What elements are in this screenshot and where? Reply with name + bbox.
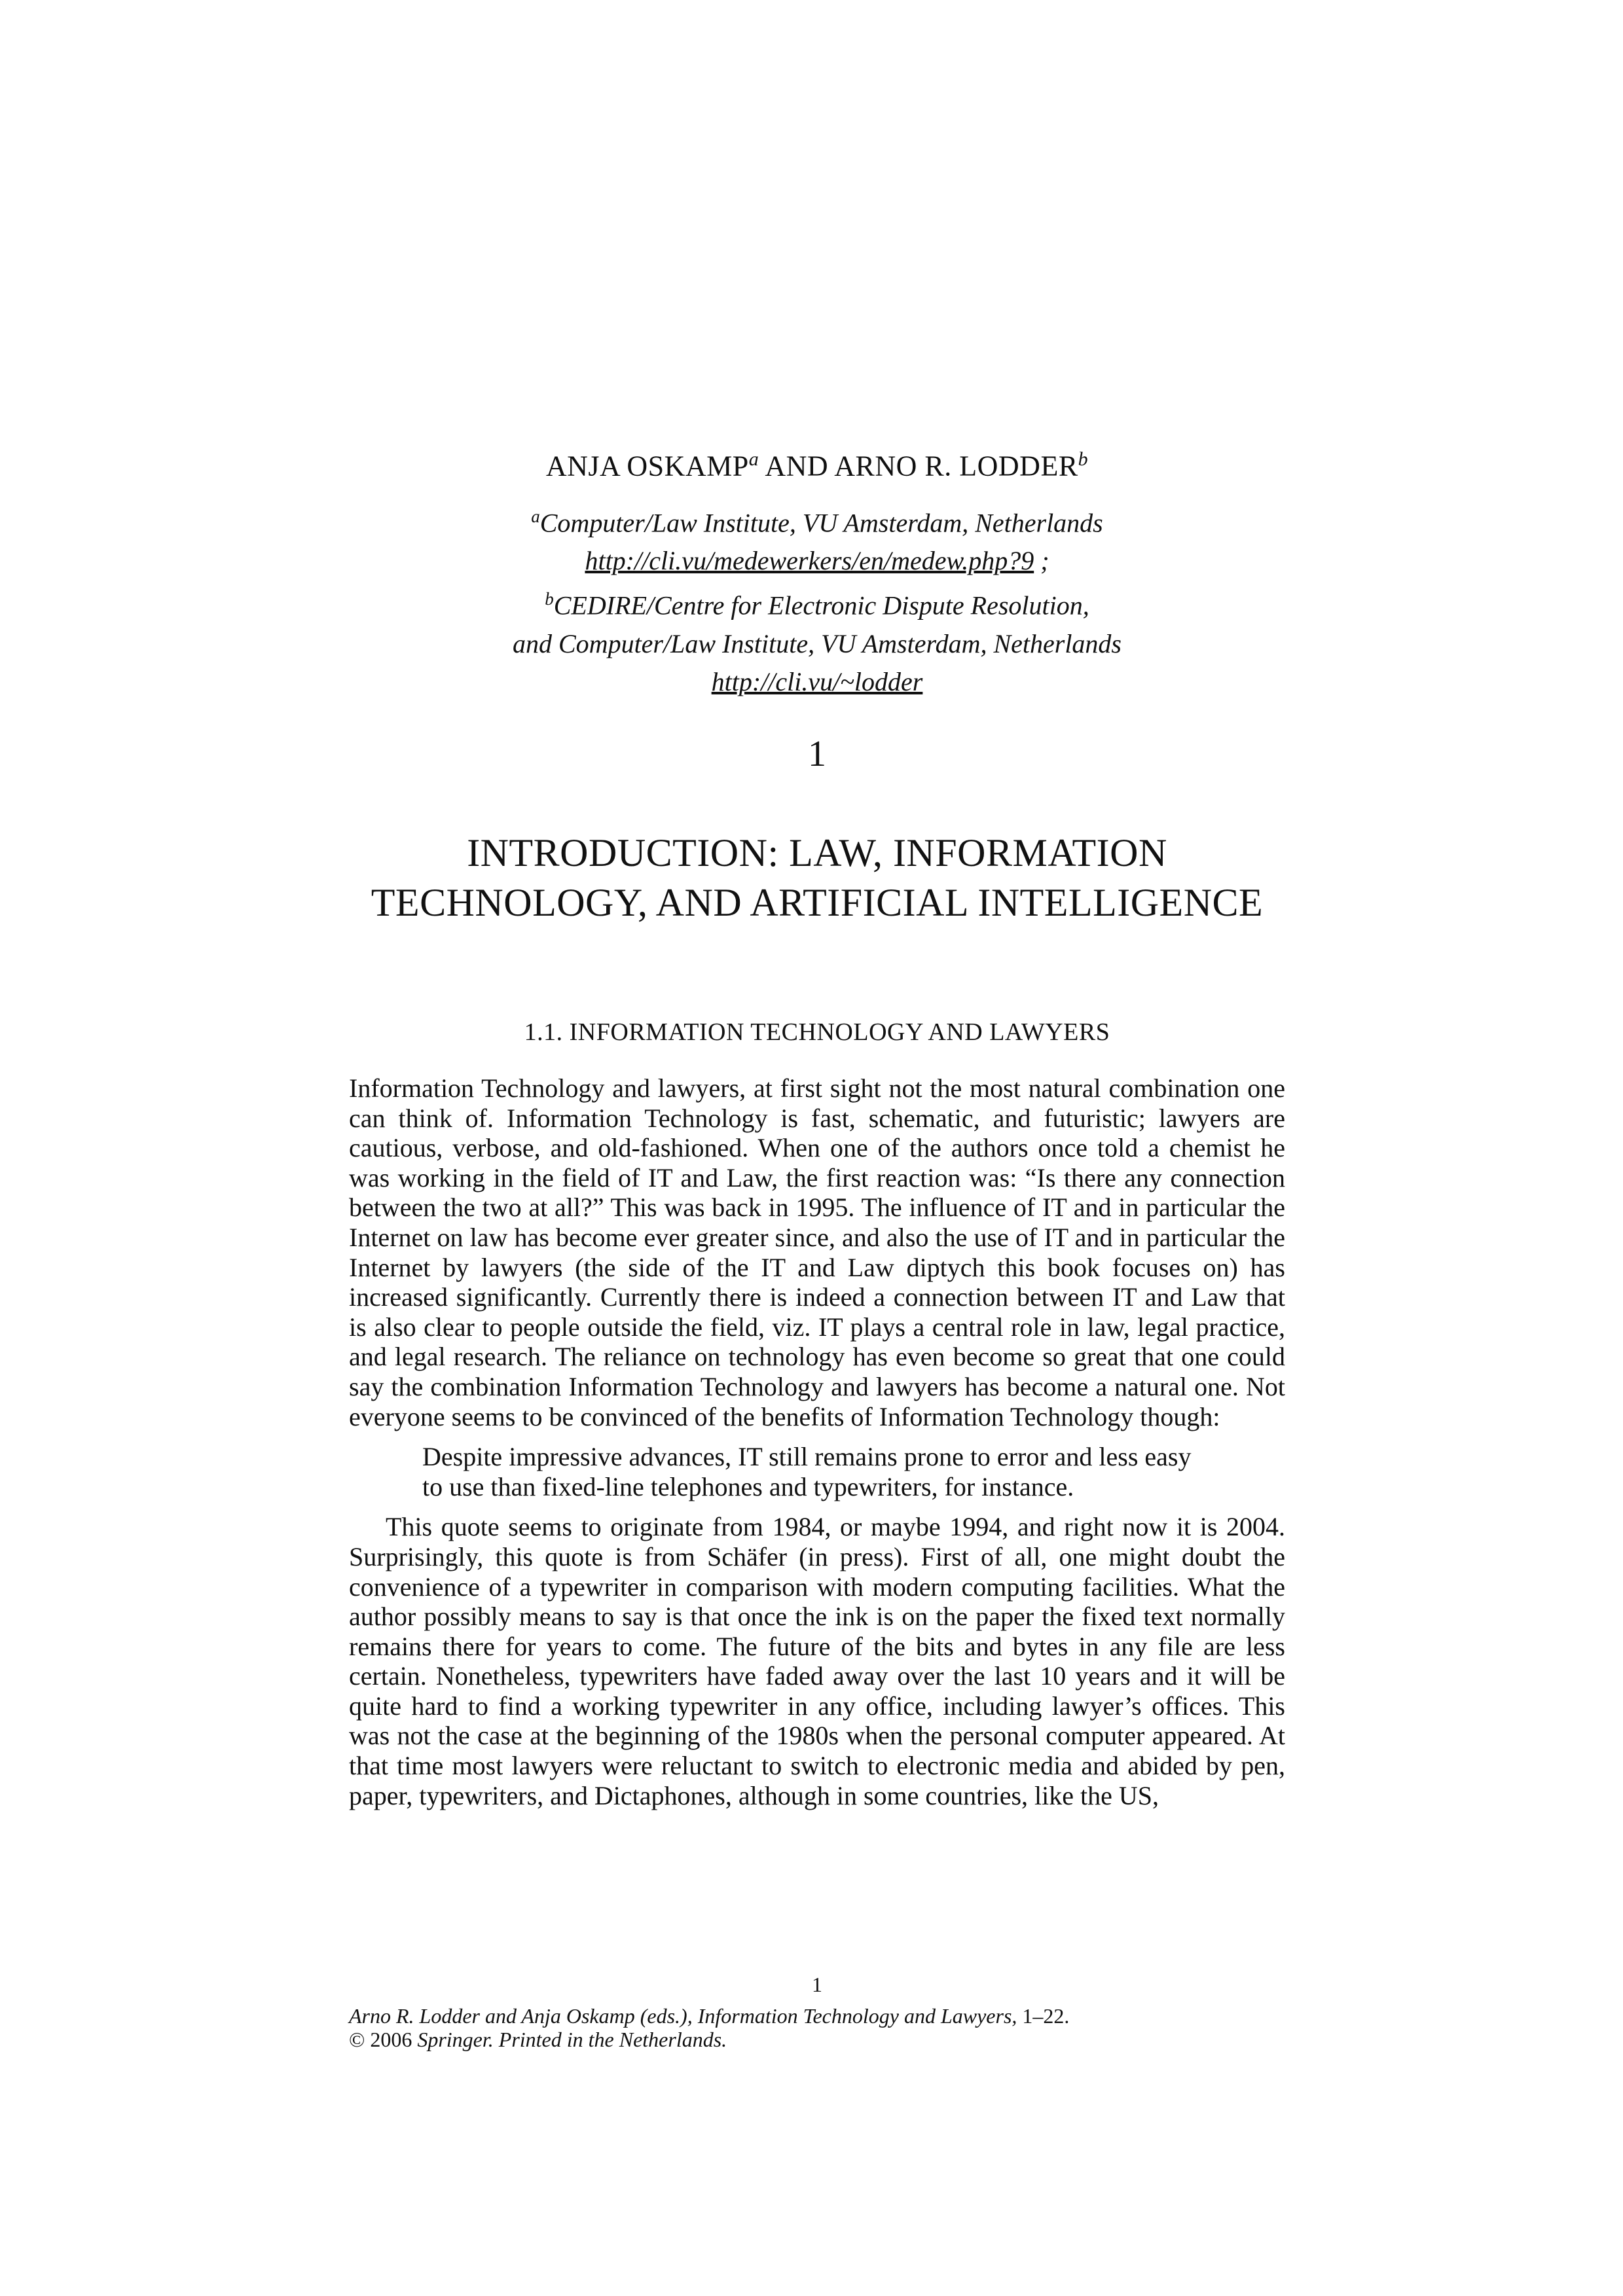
- footer-publisher: Springer. Printed in the Netherlands.: [417, 2028, 727, 2051]
- author-connector: AND: [765, 450, 829, 482]
- paragraph-2: This quote seems to originate from 1984, or maybe 1994, and right now it is 2004. Surprisingly, this quote is from Schäfer (in press). First of all, one might doubt the convenience of a typewriter in comparison with modern computing facilities. What the author possibly means to say is that once the ink is on the paper the fixed text normally remains there for years to come. The future of the bits and bytes in any file are less certain. Nonetheless, typewriters have faded away over the last 10 years and it will be quite hard to find a working typewriter in any office, including lawyer’s offices. This was not the case at the beginning of the 1980s when the personal computer appeared. At that time most lawyers were reluctant to switch to electronic media and abided by pen, paper, typewriters, and Dictaphones, although in some countries, like the US,: [349, 1512, 1285, 1810]
- chapter-number: 1: [808, 734, 826, 774]
- aff-b-text2: and Computer/Law Institute, VU Amsterdam, Netherlands: [513, 628, 1122, 658]
- author-sup-a: a: [748, 448, 759, 470]
- chapter-title: [349, 828, 1285, 927]
- chapter-title-line1: INTRODUCTION: LAW, INFORMATION: [467, 831, 1167, 874]
- block-quote: Despite impressive advances, IT still remains prone to error and less easy to use than fixed-line telephones and typewriters, for instance.: [422, 1442, 1192, 1501]
- affiliations: [349, 497, 1285, 701]
- paragraph-1: Information Technology and lawyers, at first sight not the most natural combination one can think of. Information Technology is fast, schematic, and futuristic; lawyers are cautious, verbose, and old-fashioned. When one of the authors once told a chemist he was working in the field of IT and Law, the first reaction was: “Is there any connection between the two at all?” This was back in 1995. The influence of IT and in particular the Internet on law has become ever greater since, and also the use of IT and in particular the Internet by lawyers (the side of the IT and Law diptych this book focuses on) has increased significantly. Currently there is indeed a connection between IT and Law that is also clear to people outside the field, viz. IT plays a central role in law, legal practice, and legal research. The reliance on technology has even become so great that one could say the combination Information Technology and lawyers has become a natural one. Not everyone seems to be convinced of the benefits of Information Technology though:: [349, 1073, 1285, 1431]
- footer-citation: [349, 2004, 1285, 2051]
- footer-pages: 1–22.: [1022, 2004, 1070, 2028]
- page-number: 1: [812, 1973, 822, 1996]
- author-line: [349, 448, 1285, 483]
- footer-editors: Arno R. Lodder and Anja Oskamp (eds.),: [349, 2004, 693, 2028]
- aff-b-mark: b: [545, 589, 554, 609]
- aff-a-mark: a: [531, 507, 540, 526]
- aff-b-url[interactable]: http://cli.vu/~lodder: [711, 666, 923, 696]
- aff-b-text1: CEDIRE/Centre for Electronic Dispute Resolution,: [553, 590, 1089, 620]
- aff-a-sep: ;: [1040, 546, 1049, 576]
- body-text: [349, 1073, 1285, 1810]
- aff-a-text: Computer/Law Institute, VU Amsterdam, Netherlands: [539, 508, 1103, 538]
- author-oskamp: ANJA OSKAMP: [545, 450, 749, 482]
- footer-copyright: © 2006: [349, 2028, 412, 2051]
- author-lodder: ARNO R. LODDER: [834, 450, 1078, 482]
- author-sup-b: b: [1078, 448, 1089, 470]
- footer-book-title: Information Technology and Lawyers,: [697, 2004, 1017, 2028]
- chapter-title-line2: TECHNOLOGY, AND ARTIFICIAL INTELLIGENCE: [371, 881, 1264, 924]
- section-heading: 1.1. INFORMATION TECHNOLOGY AND LAWYERS: [524, 1018, 1110, 1046]
- aff-a-url[interactable]: http://cli.vu/medewerkers/en/medew.php?9: [585, 546, 1034, 576]
